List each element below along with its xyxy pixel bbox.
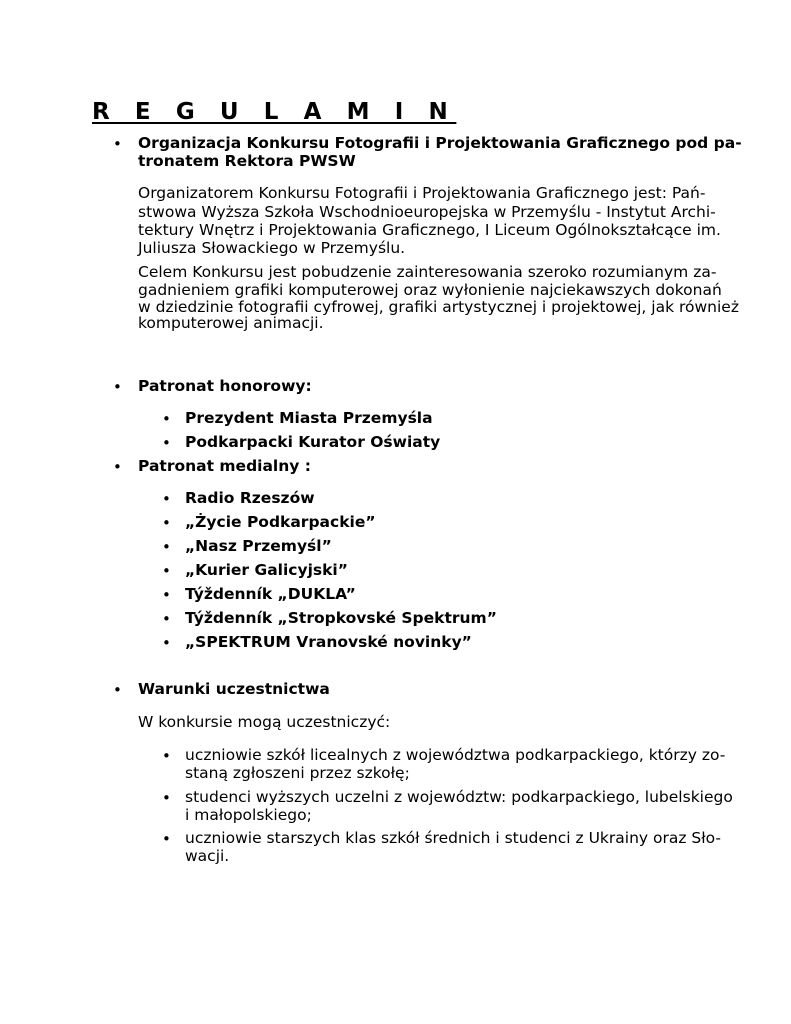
bullet-icon: • [162, 410, 171, 428]
list-item: „Kurier Galicyjski” [185, 561, 348, 579]
document-title: R E G U L A M I N [92, 99, 457, 125]
list-item: „SPEKTRUM Vranovské novinky” [185, 633, 472, 651]
list-item: studenci wyższych uczelni z województw: podkarpackiego, lubelskiego [185, 788, 733, 806]
bullet-icon: • [162, 538, 171, 556]
bullet-icon: • [113, 458, 122, 476]
bullet-icon: • [162, 562, 171, 580]
paragraph-line: gadnieniem grafiki komputerowej oraz wyłonienie najciekawszych dokonań [138, 281, 722, 299]
paragraph-line: w dziedzinie fotografii cyfrowej, grafiki artystycznej i projektowej, jak również [138, 298, 739, 316]
bullet-icon: • [162, 747, 171, 765]
list-item: „Życie Podkarpackie” [185, 513, 376, 531]
bullet-icon: • [113, 681, 122, 699]
bullet-icon: • [162, 634, 171, 652]
bullet-icon: • [113, 135, 122, 153]
section-heading-organizacja-cont: tronatem Rektora PWSW [138, 152, 356, 170]
bullet-icon: • [162, 586, 171, 604]
list-item: Radio Rzeszów [185, 489, 315, 507]
list-item: Prezydent Miasta Przemyśla [185, 409, 433, 427]
section-heading-warunki: Warunki uczestnictwa [138, 680, 330, 698]
paragraph-line: Celem Konkursu jest pobudzenie zainteresowania szeroko rozumianym za- [138, 263, 717, 281]
section-heading-organizacja: Organizacja Konkursu Fotografii i Projektowania Graficznego pod pa- [138, 134, 742, 152]
list-item: Podkarpacki Kurator Oświaty [185, 433, 441, 451]
list-item: uczniowie starszych klas szkół średnich i studenci z Ukrainy oraz Sło- [185, 829, 722, 847]
bullet-icon: • [162, 434, 171, 452]
conditions-intro: W konkursie mogą uczestniczyć: [138, 713, 391, 731]
bullet-icon: • [162, 610, 171, 628]
bullet-icon: • [162, 830, 171, 848]
list-item: Týždenník „Stropkovské Spektrum” [185, 609, 497, 627]
list-item-cont: staną zgłoszeni przez szkołę; [185, 764, 410, 782]
bullet-icon: • [162, 514, 171, 532]
paragraph-line: Organizatorem Konkursu Fotografii i Projektowania Graficznego jest: Pań- [138, 184, 706, 202]
paragraph-line: Juliusza Słowackiego w Przemyślu. [138, 239, 406, 257]
section-heading-patronat-honorowy: Patronat honorowy: [138, 377, 312, 395]
paragraph-line: komputerowej animacji. [138, 314, 324, 332]
bullet-icon: • [113, 378, 122, 396]
bullet-icon: • [162, 490, 171, 508]
list-item-cont: i małopolskiego; [185, 806, 312, 824]
list-item: „Nasz Przemyśl” [185, 537, 332, 555]
list-item: Týždenník „DUKLA” [185, 585, 356, 603]
list-item-cont: wacji. [185, 847, 230, 865]
section-heading-patronat-medialny: Patronat medialny : [138, 457, 311, 475]
paragraph-line: tektury Wnętrz i Projektowania Graficznego, I Liceum Ogólnokształcące im. [138, 221, 721, 239]
bullet-icon: • [162, 789, 171, 807]
paragraph-line: stwowa Wyższa Szkoła Wschodnioeuropejska w Przemyślu - Instytut Archi- [138, 203, 716, 221]
list-item: uczniowie szkół licealnych z województwa podkarpackiego, którzy zo- [185, 746, 726, 764]
